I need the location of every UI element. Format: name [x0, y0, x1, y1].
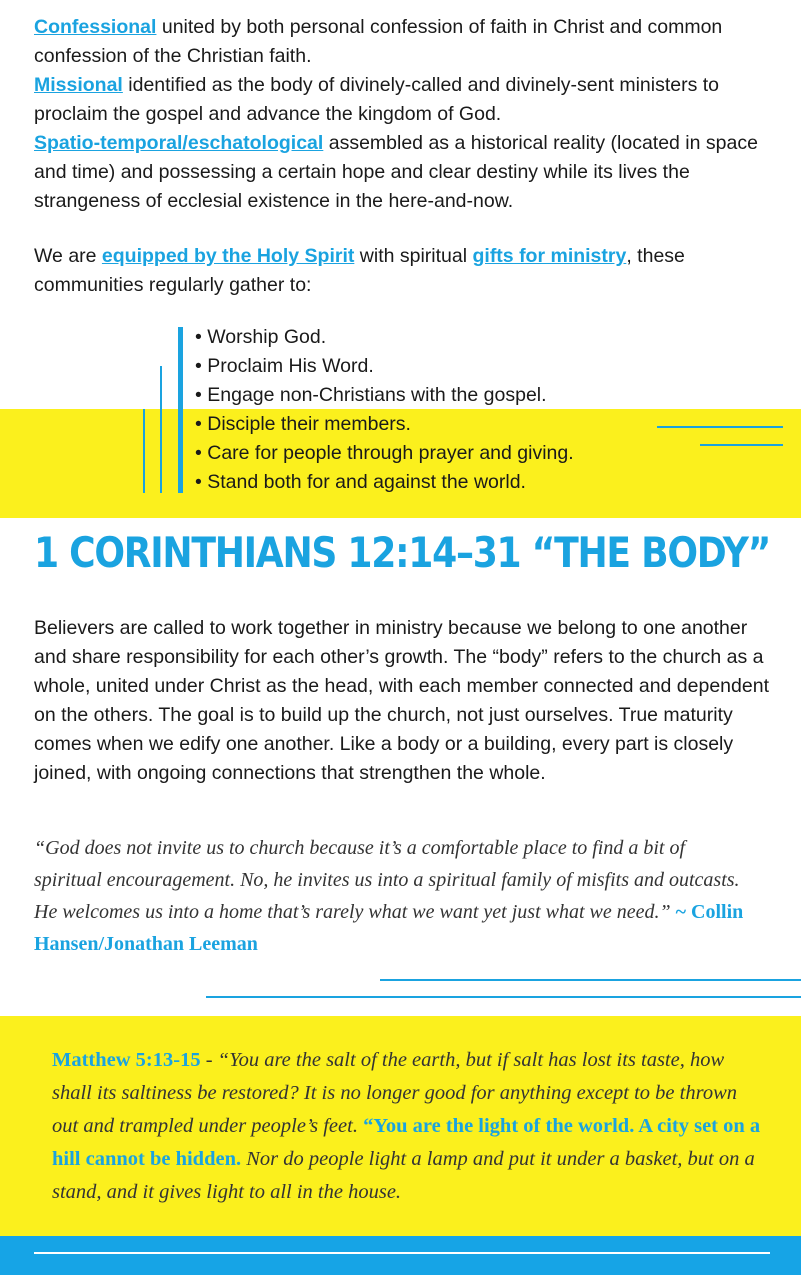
list-item: • Engage non-Christians with the gospel.	[195, 381, 574, 410]
definitions-block	[34, 13, 774, 216]
decorative-horizontal-line-3	[380, 979, 801, 981]
scripture-reference: Matthew 5:13-15	[52, 1049, 201, 1071]
intro-text-1: We are	[34, 245, 102, 267]
section-heading: 1 CORINTHIANS 12:14–31 “THE BODY”	[34, 528, 771, 577]
decorative-vertical-line-short	[143, 409, 145, 493]
decorative-vertical-line-thick	[178, 327, 183, 493]
intro-text-3: , these communities regularly gather to:	[34, 245, 685, 296]
quote-attribution: ~ Collin Hansen/Jonathan Leeman	[34, 901, 744, 955]
list-item: • Proclaim His Word.	[195, 352, 574, 381]
quote-block	[34, 832, 754, 960]
spatio-temporal-link[interactable]: Spatio-temporal/eschatological	[34, 132, 324, 154]
body-paragraph: Believers are called to work together in ministry because we belong to one another and share responsibility for each other’s growth. The “body” refers to the church as a whole, united under Christ as the head, with each member connected and dependent on the others. The goal is to build up the church, not just ourselves. True maturity comes when we edify one another. Like a body or a building, every part is closely joined, with ongoing connections that strengthen the whole.	[34, 617, 769, 784]
quote-text: “God does not invite us to church because it’s a comfortable place to find a bit of spiritual encouragement. No, he invites us into a spiritual family of misfits and outcasts. He welcomes us into a home that’s rarely what we want yet just what we need.”	[34, 837, 740, 923]
footer-bar	[0, 1236, 801, 1275]
holy-spirit-link[interactable]: equipped by the Holy Spirit	[101, 245, 355, 267]
scripture-text-1: “You are the salt of the earth, but if salt has lost its taste, how shall its saltiness be restored? It is no longer good for anything except to be thrown out and trampled under people’s feet.	[52, 1049, 737, 1137]
decorative-horizontal-line-2	[700, 444, 783, 446]
scripture-dash: -	[200, 1049, 218, 1071]
missional-link[interactable]: Missional	[34, 74, 123, 96]
gathering-list	[195, 323, 574, 497]
missional-text: identified as the body of divinely-called and divinely-sent ministers to proclaim the gospel and advance the kingdom of God.	[34, 74, 720, 125]
gifts-for-ministry-link[interactable]: gifts for ministry	[472, 245, 627, 267]
scripture-highlight: “You are the light of the world. A city set on a hill cannot be hidden.	[52, 1115, 761, 1170]
confessional-link[interactable]: Confessional	[34, 16, 157, 38]
scripture-block	[52, 1044, 767, 1209]
scripture-text-2: Nor do people light a lamp and put it under a basket, but on a stand, and it gives light to all in the house.	[52, 1148, 755, 1203]
list-item: • Worship God.	[195, 323, 574, 352]
list-item: • Disciple their members.	[195, 410, 574, 439]
spatio-temporal-text: assembled as a historical reality (located in space and time) and possessing a certain hope and clear destiny while its lives the strangeness of ecclesial existence in the here-and-now.	[34, 132, 758, 212]
decorative-horizontal-line-4	[206, 996, 801, 998]
intro-paragraph	[34, 242, 774, 300]
intro-text-2: with spiritual	[354, 245, 473, 267]
decorative-horizontal-line-1	[657, 426, 783, 428]
list-item: • Care for people through prayer and giving.	[195, 439, 574, 468]
footer-line	[34, 1252, 770, 1254]
confessional-text: united by both personal confession of faith in Christ and common confession of the Christian faith.	[34, 16, 723, 67]
decorative-vertical-line-mid	[160, 366, 162, 493]
list-item: • Stand both for and against the world.	[195, 468, 574, 497]
